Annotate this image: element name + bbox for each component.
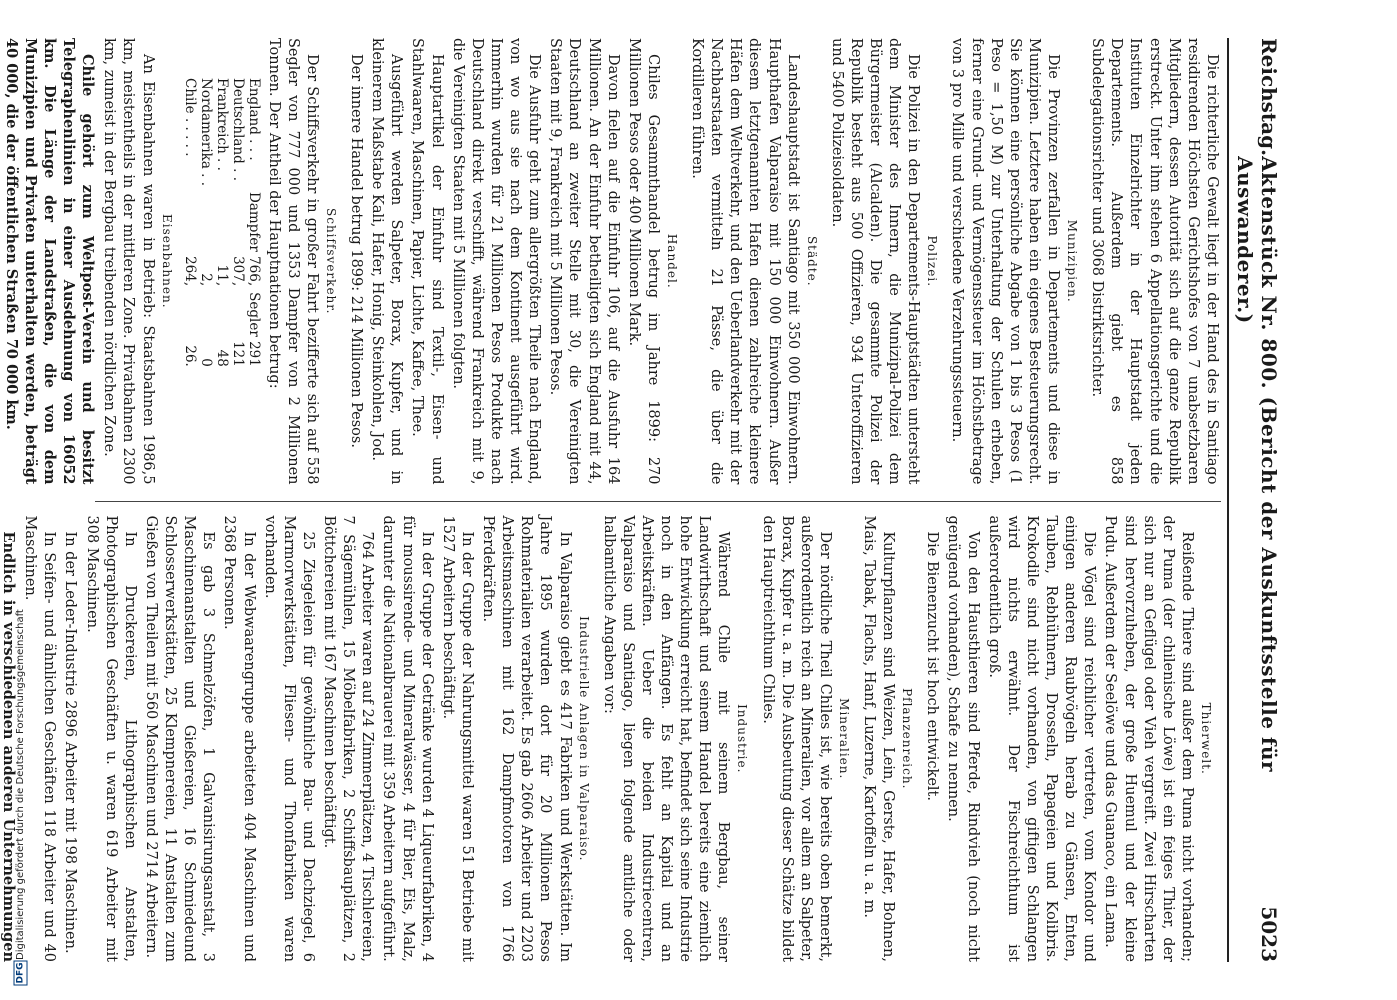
shipping-table [182, 78, 262, 373]
paragraph: 764 Arbeiter waren auf 24 Zimmerplätzen, 4 Tischlereien, 7 Sägemühlen, 15 Möbelfabriken, 2 Schiffsbauplätzen, 2 Böttchereien mit 167 Maschinen beschäftigt. [321, 515, 376, 962]
paragraph: Kulturpflanzen sind Weizen, Lein, Gerste, Hafer, Bohnen, Mais, Tabak, Flachs, Hanf, Luzerne, Kartoffeln u. a. m. [861, 515, 897, 962]
page-header [1227, 38, 1281, 962]
country-cell: Nordamerika . . [197, 78, 214, 187]
paragraph: Endlich in verschiedenen anderen Unternehmungen [0, 531, 18, 962]
header-title: Aktenstück Nr. 800. (Bericht der Auskunftsstelle für Auswanderer.) [1233, 156, 1281, 773]
paragraph: In der Webwaarengruppe arbeiteten 404 Maschinen und 2368 Personen. [221, 515, 257, 962]
table-row [182, 78, 198, 373]
paragraph: In der Gruppe der Nahrungsmittel waren 51 Betriebe mit 1527 Arbeitern beschäftigt. [439, 515, 475, 962]
paragraph: In Druckereien, Lithographischen Anstalten, Photographischen Geschäften u. waren 619 Arbeiter mit 308 Maschinen. [83, 515, 138, 962]
section-heading: Munizipien. [1065, 219, 1080, 303]
paragraph: Reißende Thiere sind außer dem Puma nicht vorhanden; der Puma (der chilenische Löwe) ist ein feiges Thier, der sich nur an Geflügel oder Vieh vergreift. Zwei Hirscharten sind hervorzuheben, der große Huemul und der kleine Pudu. Außerdem der Seelöwe und das Guanaco, ein Lama. [1102, 515, 1195, 962]
paragraph: Der Schiffsverkehr in großer Fahrt bezifferte sich auf 558 Segler von 777 000 und 1353 Dampfer von 2 Millionen Tonnen. Der Antheil der Hauptnationen betrug: [265, 38, 320, 485]
paragraph: Die Polizei in den Departements-Hauptstädten untersteht dem Minister des Innern, die Munizipal-Polizei dem Bürgermeister (Alcalden). Die gesammte Polizei der Republik besteht aus 500 Offizieren, 934 Unteroffizieren und 5400 Polizeisoldaten. [828, 38, 922, 485]
paragraph: In der Gruppe der Getränke wurden 4 Liqueurfabriken, 4 für moussirende- und Mineralwässer, 4 für Bier, Eis, Malz, darunter die Nationalbrauerei mit 359 Arbeitern aufgeführt. [380, 515, 435, 962]
section-heading: Polizei. [925, 235, 940, 288]
table-row [246, 78, 262, 373]
paragraph: Der nördliche Theil Chiles ist, wie bereits oben bemerkt, außerordentlich reich an Mineralien, vor allem an Salpeter, Borax, Kupfer u. a. m. Die Ausbeutung dieser Schätze bildet den Hauptreichthum Chiles. [759, 515, 833, 962]
section-heading: Mineralien. [837, 698, 851, 780]
header-left: Reichstag. [1257, 38, 1281, 157]
paragraph: Die Bienenzucht ist hoch entwickelt. [924, 531, 941, 801]
sailer-cell: 48 [213, 349, 230, 367]
paragraph: Chile gehört zum Weltpost-Verein und besitzt Telegraphenlinien in einer Ausdehnung von 16052 km. Die Länge der Landstraßen, die von dem Munizipien und Privaten unterhalten werden, beträgt 40 000, die der öffentlichen Straßen 70 000 km. [2, 38, 97, 485]
paragraph: Die richterliche Gewalt liegt in der Hand des in Santiago residirenden Höchsten Gerichtshofes von 7 unabsetzbaren Mitgliedern, dessen Autorität sich auf die ganze Republik erstreckt. Unter ihm stehen 6 Appellationsgerichte und die Instituten Einzelrichter in der Hauptstadt jeden Departements. Außerdem giebt es 858 Subdelegationsrichter und 3068 Distriktsrichter. [1089, 38, 1220, 485]
steamer-cell: 307, [229, 256, 246, 287]
sailer-cell: 0 [197, 358, 214, 367]
paragraph: In Seifen- und ähnlichen Geschäften 118 Arbeiter und 40 Maschinen. [22, 515, 58, 962]
section-heading: Eisenbahnen. [159, 213, 174, 309]
steamer-cell: 2, [197, 273, 214, 287]
paragraph: An Eisenbahnen waren in Betrieb: Staatsbahnen 1986,5 km, meistentheils in der mittleren Zone. Privatbahnen 2300 km, zumeist in der Bergbau treibenden nördlichen Zone. [101, 38, 156, 485]
table-row [230, 78, 246, 373]
paragraph: Hauptartikel der Einfuhr sind Textil-, Eisen- und Stahlwaaren, Maschinen, Papier, Lichte, Kaffee, Thee. [409, 38, 445, 485]
section-heading: Industrielle Anlagen in Valparaiso. [576, 616, 591, 862]
sailer-cell: 121 [229, 341, 246, 367]
paragraph: Landeshauptstadt ist Santiago mit 350 000 Einwohnern. Haupthafen Valparaiso mit 150 000 Einwohnern. Außer diesem letztgenannten Hafen dienen zahlreiche kleinere Häfen dem Weltverkehr, und den Ueberlandverkehr mit der Nachbarstaaten vermitteln 21 Pässe, die über die Kordilleren führen. [689, 38, 801, 485]
left-column [2, 38, 1221, 485]
dfg-logo: DFG [15, 962, 26, 984]
paragraph: Die Ausfuhr geht zum allergrößten Theile nach England, von wo aus sie nach dem Kontinent ausgeführt wird. Immerhin wurden für 21 Millionen Pesos Produkte nach Deutschland direkt verschifft, während Frankreich mit 9, die Vereinigten Staaten mit 5 Millionen folgten. [449, 38, 543, 485]
country-cell: Chile . . . . . [181, 78, 198, 157]
paragraph: Chiles Gesammthandel betrug im Jahre 1899: 270 Millionen Pesos oder 400 Millionen Mark. [625, 38, 661, 485]
section-heading: Handel. [665, 233, 679, 289]
paragraph: Die Provinzen zerfallen in Departements und diese in Munizipien. Letztere haben ein eigenes Besteuerungsrecht. Sie können eine persönliche Abgabe von 1 bis 3 Pesos (1 Peso = 1,50 M) zur Unterhaltung der Schulen erheben, ferner eine Grund- und Vermögenssteuer im Höchstbetrage von 3 pro Mille und verschiedene Verzehrungssteuern. [949, 38, 1062, 485]
country-cell: Frankreich . . [213, 78, 230, 171]
section-heading: Städte. [804, 235, 819, 287]
paragraph: In der Leder-Industrie 2896 Arbeiter mit 198 Maschinen. [62, 531, 79, 954]
country-cell: Deutschland . . [229, 78, 246, 181]
sailer-cell: Segler 291 [245, 292, 262, 367]
paragraph: Der innere Handel betrug 1899: 214 Millionen Pesos. [348, 54, 365, 448]
table-row [214, 78, 230, 373]
country-cell: England . . . [245, 78, 262, 161]
section-heading: Industrie. [735, 704, 750, 774]
paragraph: Davon fielen auf die Einfuhr 106, auf die Ausfuhr 164 Millionen. An der Einfuhr betheiligten sich England mit 44, Deutschland an zweiter Stelle mit 30, die Vereinigten Staaten mit 9, Frankreich mit 5 Millionen Pesos. [547, 38, 621, 485]
paragraph: Ausgeführt werden Salpeter, Borax, Kupfer, und in kleinerem Maßstabe Kali, Hafer, Honig, Steinkohlen, Jod. [369, 38, 405, 485]
paragraph: Während Chile mit seinem Bergbau, seiner Landwirthschaft und seinem Handel bereits eine ziemlich hohe Entwicklung erreicht hat, befindet sich seine Industrie noch in den Anfängen. Es fehlt an Kapital und an Arbeitskräften. Ueber die beiden Industriecentren, Valparaiso und Santiago, liegen folgende amtliche oder halbamtliche Angaben vor: [600, 515, 732, 962]
table-row [198, 78, 214, 373]
page-number: 5023 [1257, 906, 1281, 962]
steamer-cell: Dampfer 766, [245, 192, 262, 287]
funding-note-text: Digitalisierung gefördert durch die Deutsche Forschungsgemeinschaft [15, 609, 26, 960]
paragraph: 25 Ziegeleien für gewöhnliche Bau- und Dachziegel, 6 Marmorwerkstätten, Fliesen- und Thonfabriken waren vorhanden. [261, 515, 316, 962]
steamer-cell: 264, [181, 256, 198, 287]
section-heading: Thierwelt. [1199, 702, 1213, 775]
section-heading: Schiffsverkehr. [324, 208, 338, 315]
paragraph: Von den Hausthieren sind Pferde, Rindvieh (noch nicht genügend vorhanden), Schafe zu nennen. [945, 515, 981, 962]
paragraph: Die Vögel sind reichlicher vertreten, vom Kondor und einigen anderen Raubvögeln herab zu Gänsen, Enten, Tauben, Rebhühnern, Drosseln, Papageien und Kolibris. Krokodile sind nicht vorhanden, von giftigen Schlangen wird nichts erwähnt. Der Fischreichthum ist außerordentlich groß. [985, 515, 1098, 962]
section-heading: Pflanzenreich. [900, 688, 915, 790]
paragraph: In Valparaiso giebt es 417 Fabriken und Werkstätten. Im Jahre 1895 wurden dort für 20 Millionen Pesos Rohmaterialien verarbeitet. Es gab 2606 Arbeiter und 2203 Arbeitsmaschinen mit 162 Dampfmotoren von 1766 Pferdekräften. [480, 515, 573, 962]
paragraph: Es gab 3 Schmelzöfen, 1 Galvanisirungsanstalt, 3 Maschinenanstalten und Gießereien, 16 Schmiedeund Schlosserwerkstätten, 25 Klempnereien, 11 Anstalten zum Gießen von Theilen mit 560 Maschinen und 2714 Arbeitern. [143, 515, 217, 962]
steamer-cell: 11, [213, 264, 230, 287]
sailer-cell: 26. [181, 345, 198, 367]
